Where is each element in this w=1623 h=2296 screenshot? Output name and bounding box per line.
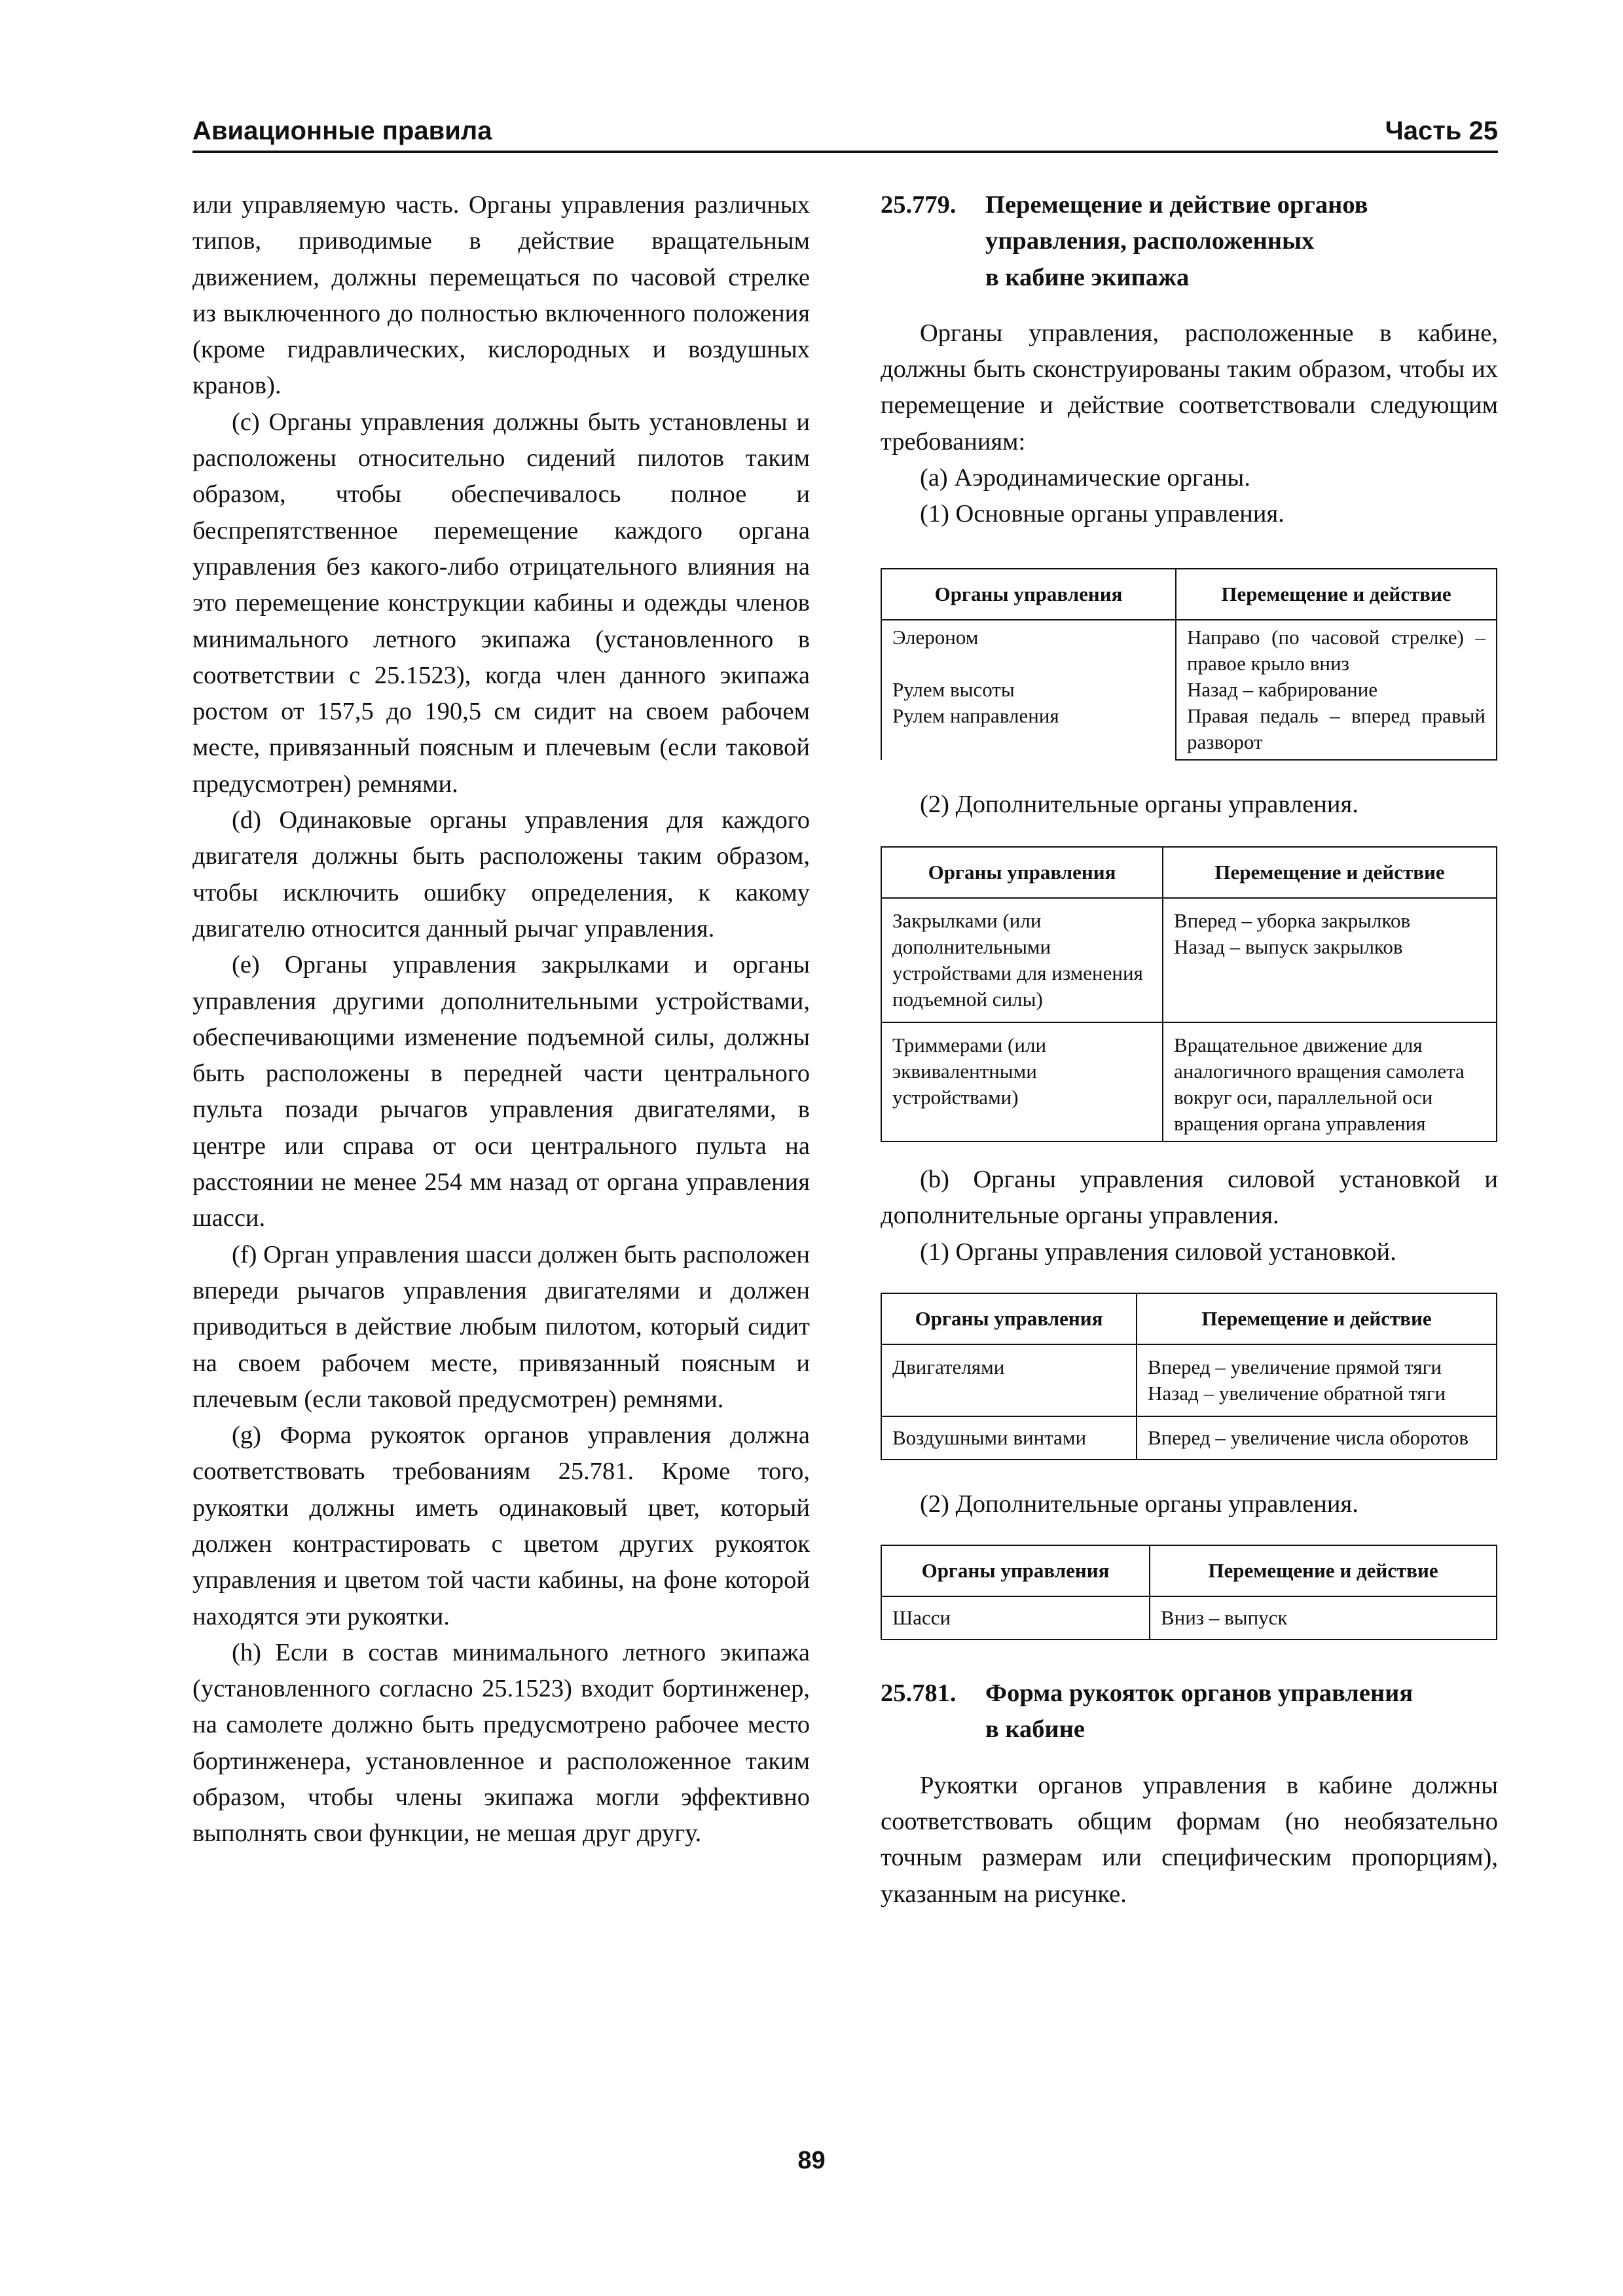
table-row: [881, 1022, 1497, 1141]
table-cell: Назад – увеличение обратной тяги: [1148, 1381, 1446, 1405]
table-row: [881, 1416, 1497, 1460]
section-title-line: в кабине экипажа: [985, 263, 1190, 291]
paragraph-c: (c) Органы управления должны быть установлены и расположены относительно сидений пилотов таким образом, чтобы обеспечивалось полное и беспрепятственное перемещение каждого органа управления без какого-либо отрицательного влияния на это перемещение конструкции кабины и одежды членов минимального летного экипажа (установленного в соответствии с 25.1523), когда член данного экипажа ростом от 157,5 до 190,5 см сидит на своем рабочем месте, привязанный поясным и плечевым (если таковой предусмотрен) ремнями.: [192, 408, 810, 798]
item-a2: (2) Дополнительные органы управления.: [920, 790, 1359, 818]
table-header-row: [881, 1545, 1497, 1596]
table-cell: Рулем направления: [892, 704, 1059, 727]
table-row: [881, 1596, 1497, 1640]
table-header: Органы управления: [881, 569, 1176, 620]
paragraph-e: (e) Органы управления закрылками и органы управления другими дополнительными устройствами, обеспечивающими изменение подъемной силы, должны быть расположены в передней части центрального пульта позади рычагов управления двигателями, в центре или справа от оси центрального пульта на расстоянии не менее 254 мм назад от органа управления шасси.: [192, 951, 810, 1232]
table-cell: Триммерами (или эквивалентными устройствами): [881, 1022, 1163, 1141]
page-number: 89: [797, 2147, 826, 2174]
table-powerplant-controls: [881, 1293, 1497, 1460]
section-heading-25-781: [881, 1676, 1498, 1748]
table-cell: Двигателями: [881, 1344, 1137, 1416]
table-header-row: [881, 847, 1497, 898]
table-header: Перемещение и действие: [1163, 847, 1497, 898]
table-cell: Назад – выпуск закрылков: [1174, 935, 1403, 958]
section-title-line: Форма рукояток органов управления: [985, 1679, 1413, 1708]
table-cell: Шасси: [881, 1596, 1150, 1640]
table-header: Органы управления: [881, 1293, 1137, 1344]
table-cell: Вращательное движение для аналогичного вращения самолета вокруг оси, параллельной оси вращения органа управления: [1163, 1022, 1497, 1141]
table-cell: Воздушными винтами: [881, 1416, 1137, 1460]
section-title-line: управления, расположенных: [985, 227, 1315, 255]
section-title-line: в кабине: [985, 1715, 1085, 1744]
table-cell: Направо (по часовой стрелке) – правое крыло вниз: [1187, 625, 1486, 675]
table-cell: Вперед – увеличение числа оборотов: [1137, 1416, 1497, 1460]
left-column: [192, 187, 810, 1852]
table-header: Органы управления: [881, 1545, 1150, 1596]
right-column: [881, 187, 1498, 1912]
section-number: 25.779.: [881, 191, 957, 219]
paragraph-g: (g) Форма рукояток органов управления должна соответствовать требованиям 25.781. Кроме того, рукоятки должны иметь одинаковый цвет, который должен контрастировать с цветом других рукояток управления и цветом той части кабины, на фоне которой находятся эти рукоятки.: [192, 1422, 810, 1630]
table-cell: Вперед – уборка закрылков: [1174, 908, 1411, 932]
table-cell: Назад – кабрирование: [1187, 677, 1378, 701]
table-header-row: [881, 569, 1497, 620]
table-cell: Закрылками (или дополнительными устройствами для изменения подъемной силы): [881, 898, 1163, 1022]
item-a: (a) Аэродинамические органы.: [920, 464, 1250, 492]
table-cell: Рулем высоты: [892, 677, 1015, 701]
paragraph-d: (d) Одинаковые органы управления для каждого двигателя должны быть расположены таким образом, чтобы исключить ошибку определения, к какому двигателю относится данный рычаг управления.: [192, 806, 810, 942]
paragraph-continued: или управляемую часть. Органы управления различных типов, приводимые в действие вращательным движением, должны перемещаться по часовой стрелке из выключенного до полностью включенного положения (кроме гидравлических, кислородных и воздушных кранов).: [192, 191, 810, 400]
table-header: Органы управления: [881, 847, 1163, 898]
table-row: [881, 1344, 1497, 1416]
table-cell: Правая педаль – вперед правый разворот: [1187, 704, 1486, 753]
paragraph-h: (h) Если в состав минимального летного экипажа (установленного согласно 25.1523) входит бортинженер, на самолете должно быть предусмотрено рабочее место бортинженера, установленное и расположенное таким образом, чтобы члены экипажа могли эффективно выполнять свои функции, не мешая друг другу.: [192, 1638, 810, 1848]
table-secondary-controls: [881, 846, 1497, 1142]
table-primary-controls: [881, 568, 1497, 761]
table-header: Перемещение и действие: [1176, 569, 1497, 620]
item-b2: (2) Дополнительные органы управления.: [920, 1490, 1359, 1518]
table-landing-gear-control: [881, 1545, 1497, 1640]
table-header: Перемещение и действие: [1150, 1545, 1497, 1596]
table-cell: Вниз – выпуск: [1150, 1596, 1497, 1640]
item-b1: (1) Органы управления силовой установкой.: [920, 1238, 1396, 1266]
table-row: [881, 898, 1497, 1022]
table-header-row: [881, 1293, 1497, 1344]
table-row: [881, 620, 1497, 760]
header-title: Авиационные правила: [192, 117, 492, 145]
header-part: Часть 25: [1385, 117, 1498, 145]
section-intro: Органы управления, расположенные в кабине, должны быть сконструированы таким образом, чтобы их перемещение и действие соответствовали следующим требованиям:: [881, 319, 1498, 456]
item-b: (b) Органы управления силовой установкой и дополнительные органы управления.: [881, 1165, 1498, 1230]
section-number: 25.781.: [881, 1679, 957, 1708]
table-cell: Вперед – увеличение прямой тяги: [1148, 1355, 1442, 1378]
item-a1: (1) Основные органы управления.: [920, 500, 1285, 528]
paragraph-f: (f) Орган управления шасси должен быть расположен впереди рычагов управления двигателями и должен приводиться в действие любым пилотом, который сидит на своем рабочем месте, привязанный поясным и плечевым (если таковой предусмотрен) ремнями.: [192, 1240, 810, 1413]
section-781-body: Рукоятки органов управления в кабине должны соответствовать общим формам (но необязательно точным размерам или специфическим пропорциям), указанным на рисунке.: [881, 1771, 1498, 1908]
section-heading-25-779: [881, 187, 1498, 296]
running-header: [192, 110, 1498, 153]
table-cell: Элероном: [892, 625, 979, 649]
section-title-line: Перемещение и действие органов: [985, 191, 1368, 219]
table-header: Перемещение и действие: [1137, 1293, 1497, 1344]
